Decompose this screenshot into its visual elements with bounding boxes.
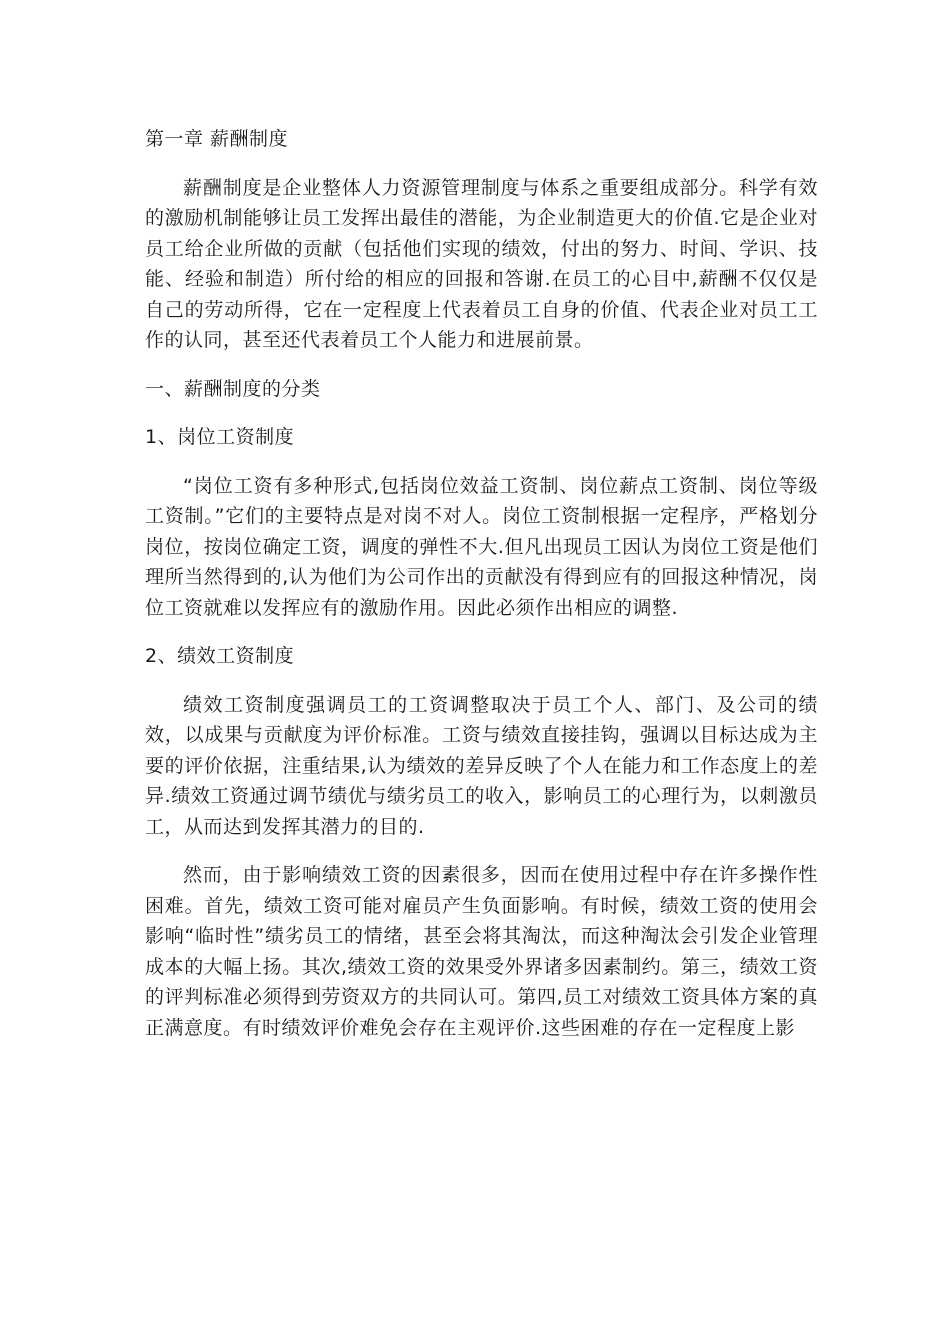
chapter-title: 第一章 薪酬制度 — [145, 128, 289, 150]
subsection-title-position-salary: 1、岗位工资制度 — [145, 426, 295, 448]
section-title-classification: 一、薪酬制度的分类 — [145, 377, 321, 400]
performance-salary-paragraph-1: 绩效工资制度强调员工的工资调整取决于员工个人、部门、及公司的绩效，以成果与贡献度为评价标准。工资与绩效直接挂钩，强调以目标达成为主要的评价依据，注重结果,认为绩效的差异反映了个人在能力和工作态度上的差异.绩效工资通过调节绩优与绩劣员工的收入，影响员工的心理行为，以刺激员工，从而达到发挥其潜力的目的. — [145, 693, 818, 838]
position-salary-paragraph: “岗位工资有多种形式,包括岗位效益工资制、岗位薪点工资制、岗位等级工资制。”它们的主要特点是对岗不对人。岗位工资制根据一定程序，严格划分岗位，按岗位确定工资，调度的弹性不大.但凡出现员工因认为岗位工资是他们理所当然得到的,认为他们为公司作出的贡献没有得到应有的回报这种情况，岗位工资就难以发挥应有的激励作用。因此必须作出相应的调整. — [145, 474, 818, 619]
intro-paragraph: 薪酬制度是企业整体人力资源管理制度与体系之重要组成部分。科学有效的激励机制能够让员工发挥出最佳的潜能，为企业制造更大的价值.它是企业对员工给企业所做的贡献（包括他们实现的绩效，付出的努力、时间、学识、技能、经验和制造）所付给的相应的回报和答谢.在员工的心目中,薪酬不仅仅是自己的劳动所得，它在一定程度上代表着员工自身的价值、代表企业对员工工作的认同，甚至还代表着员工个人能力和进展前景。 — [145, 176, 818, 351]
document-body — [145, 124, 818, 1061]
performance-salary-paragraph-2: 然而，由于影响绩效工资的因素很多，因而在使用过程中存在许多操作性困难。首先，绩效工资可能对雇员产生负面影响。有时候，绩效工资的使用会影响“临时性”绩劣员工的情绪，甚至会将其淘汰，而这种淘汰会引发企业管理成本的大幅上扬。其次,绩效工资的效果受外界诸多因素制约。第三，绩效工资的评判标准必须得到劳资双方的共同认可。第四,员工对绩效工资具体方案的真正满意度。有时绩效评价难免会存在主观评价.这些困难的存在一定程度上影 — [145, 864, 818, 1039]
subsection-title-performance-salary: 2、绩效工资制度 — [145, 645, 295, 667]
